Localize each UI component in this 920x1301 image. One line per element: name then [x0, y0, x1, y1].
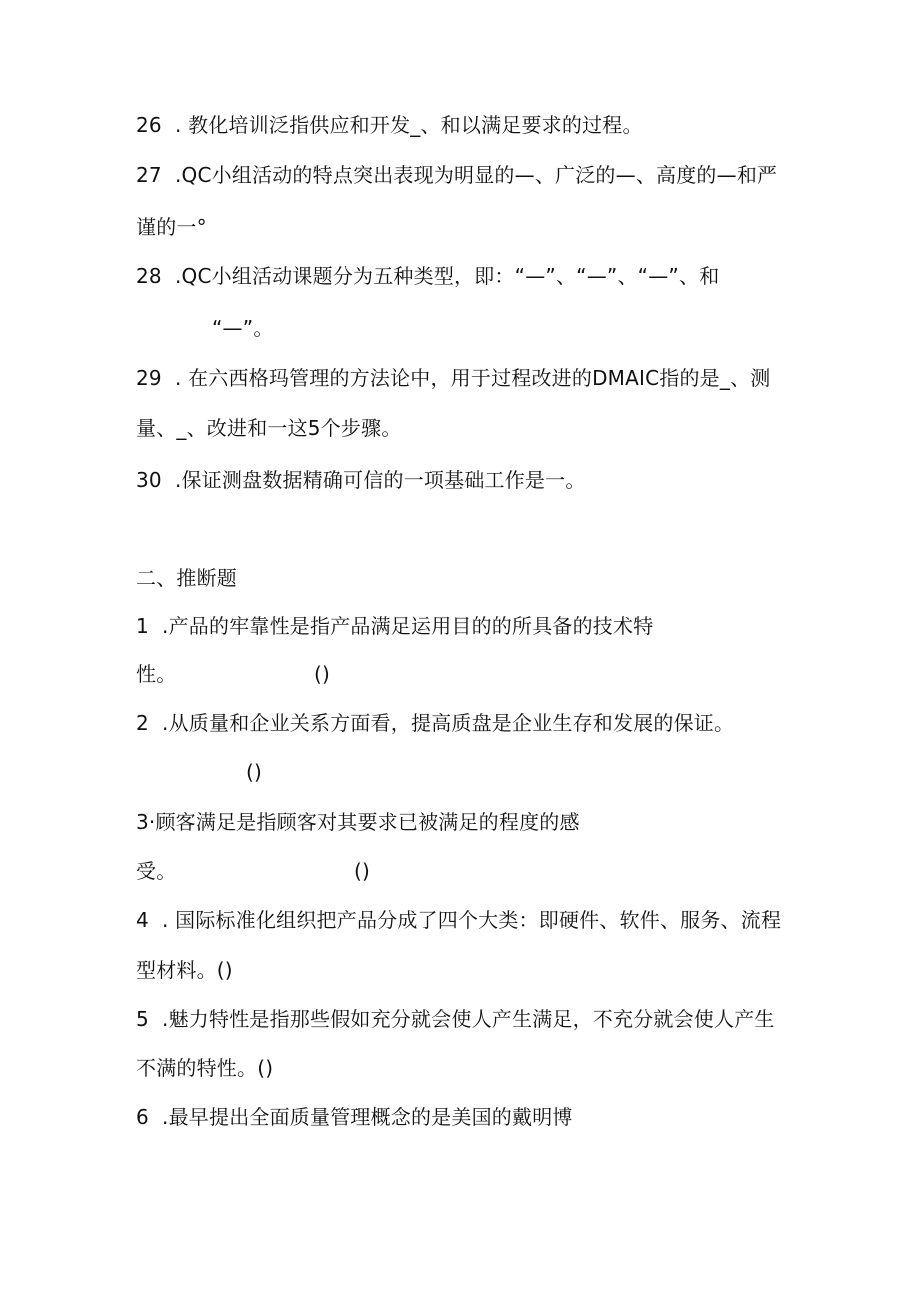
judgment-3-line-2: 受。	[136, 859, 177, 883]
question-28-line-2: “—”。	[212, 316, 274, 340]
judgment-3-line-1: 3·顾客满足是指顾客对其要求已被满足的程度的感	[136, 810, 580, 834]
section-title: 二、推断题	[136, 566, 237, 590]
judgment-1-line-1: 1 .产品的牢靠性是指产品满足运用目的的所具备的技术特	[136, 614, 654, 638]
question-30-line-1: 30 .保证测盘数据精确可信的一项基础工作是一。	[136, 468, 586, 492]
judgment-2-line-1: 2 .从质量和企业关系方面看，提高质盘是企业生存和发展的保证。	[136, 711, 735, 735]
judgment-2-answer-paren: ()	[246, 760, 263, 784]
question-27-line-2: 谨的一°	[136, 215, 207, 239]
question-27-line-1: 27 .QC小组活动的特点突出表现为明显的—、广泛的—、高度的—和严	[136, 163, 778, 187]
question-28-line-1: 28 .QC小组活动课题分为五种类型，即：“—”、“—”、“—”、和	[136, 264, 720, 288]
judgment-1-line-2: 性。	[136, 662, 177, 686]
question-29-line-1: 29 . 在六西格玛管理的方法论中，用于过程改进的DMAIC指的是_、测	[136, 366, 771, 390]
judgment-4-line-1: 4 . 国际标准化组织把产品分成了四个大类：即硬件、软件、服务、流程	[136, 908, 782, 932]
judgment-1-answer-paren: ()	[314, 662, 331, 686]
judgment-5-line-1: 5 .魅力特性是指那些假如充分就会使人产生满足，不充分就会使人产生	[136, 1007, 775, 1031]
judgment-6-line-1: 6 .最早提出全面质量管理概念的是美国的戴明博	[136, 1105, 573, 1129]
question-26-line-1: 26 . 教化培训泛指供应和开发_、和以满足要求的过程。	[136, 113, 643, 137]
question-29-line-2: 量、_、改进和一这5个步骤。	[136, 416, 402, 440]
judgment-5-line-2: 不满的特性。()	[136, 1056, 274, 1080]
judgment-3-answer-paren: ()	[354, 859, 371, 883]
judgment-4-line-2: 型材料。()	[136, 958, 233, 982]
